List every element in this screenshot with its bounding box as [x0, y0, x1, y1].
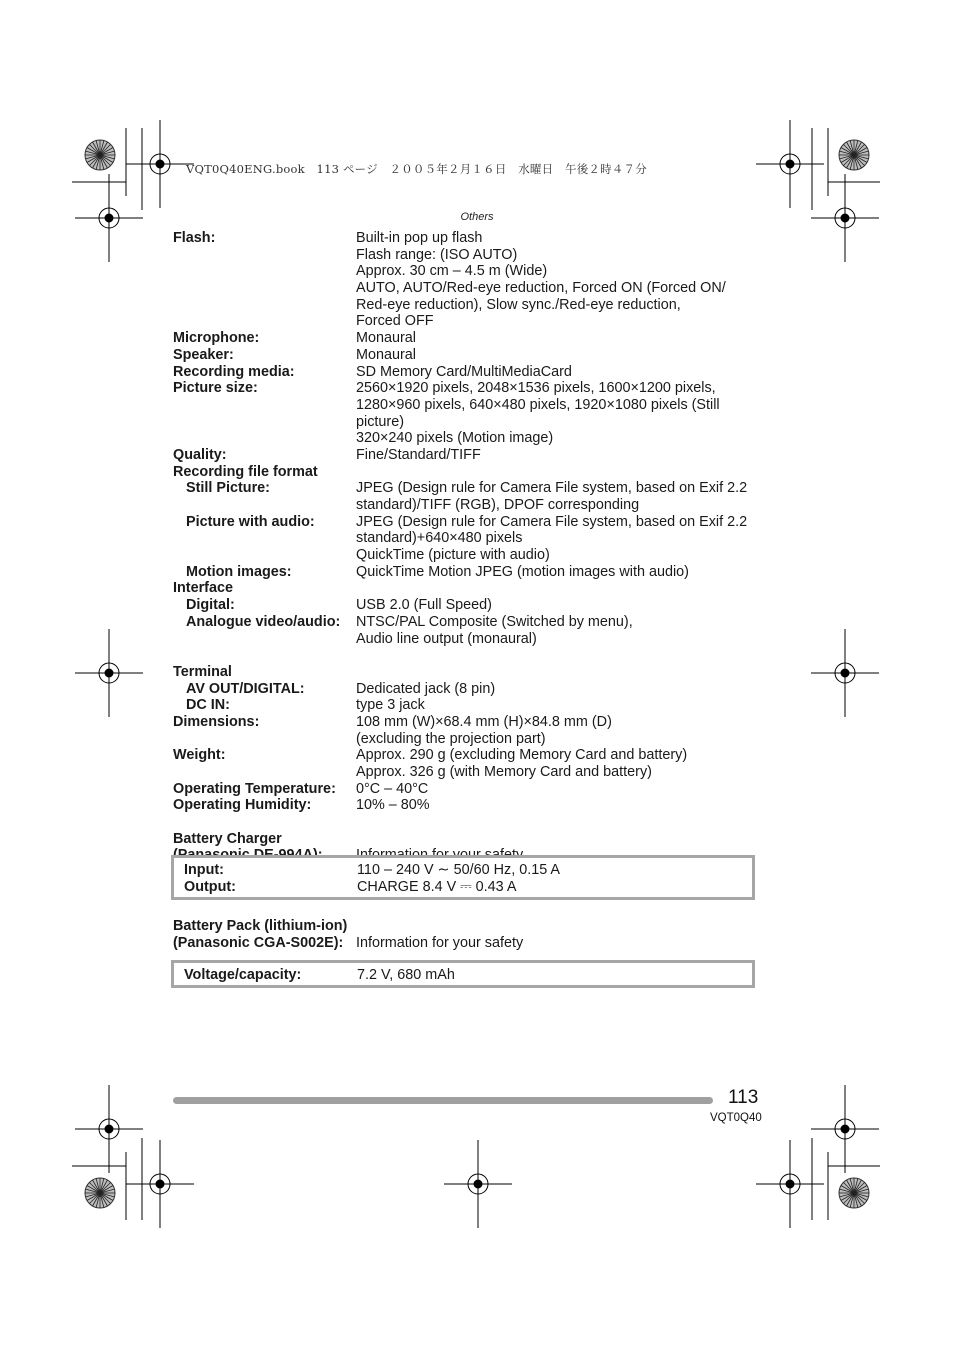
- spec-label: (Panasonic CGA-S002E):: [173, 934, 344, 951]
- spec-value: JPEG (Design rule for Camera File system, based on Exif 2.2: [356, 480, 748, 497]
- crosshair-mark: [811, 174, 879, 262]
- spec-value: Built-in pop up flash: [356, 230, 483, 246]
- spec-label: Microphone:: [173, 330, 260, 347]
- spec-label: Battery Charger: [173, 830, 282, 847]
- spec-label: Operating Temperature:: [173, 780, 336, 797]
- color-rosette-mark: [85, 140, 115, 170]
- crosshair-mark: [444, 1140, 512, 1228]
- color-rosette-mark: [839, 1178, 869, 1208]
- spec-value: 320×240 pixels (Motion image): [356, 430, 554, 447]
- spec-value: JPEG (Design rule for Camera File system, based on Exif 2.2: [356, 513, 748, 530]
- spec-label: DC IN:: [186, 697, 230, 714]
- spec-label: Interface: [173, 580, 233, 597]
- spec-label: Operating Humidity:: [173, 797, 312, 814]
- crosshair-mark: [811, 629, 879, 717]
- spec-value: SD Memory Card/MultiMediaCard: [356, 363, 572, 380]
- spec-value: USB 2.0 (Full Speed): [356, 597, 492, 614]
- spec-label: Flash:: [173, 230, 216, 246]
- spec-label: Recording file format: [173, 463, 318, 480]
- spec-label: Weight:: [173, 747, 226, 764]
- box-value: 7.2 V, 680 mAh: [357, 967, 455, 983]
- spec-label: AV OUT/DIGITAL:: [186, 680, 305, 697]
- spec-value: Approx. 290 g (excluding Memory Card and battery): [356, 747, 688, 764]
- spec-label: Still Picture:: [186, 480, 270, 497]
- spec-label: Motion images:: [186, 563, 292, 580]
- box-label: Input:: [184, 862, 224, 878]
- box-label: Output:: [184, 878, 236, 895]
- spec-label: Picture size:: [173, 380, 258, 397]
- document-code: VQT0Q40: [710, 1112, 762, 1124]
- spec-value: Information for your safety: [356, 934, 524, 951]
- spec-value: Flash range: (ISO AUTO): [356, 246, 518, 263]
- spec-label: Picture with audio:: [186, 513, 315, 530]
- book-file-header: VQT0Q40ENG.book 113 ページ ２００５年２月１６日 水曜日 午後２時４７分: [186, 162, 647, 176]
- spec-value: Audio line output (monaural): [356, 630, 537, 647]
- spec-label: Analogue video/audio:: [186, 613, 341, 630]
- spec-value: 2560×1920 pixels, 2048×1536 pixels, 1600×1200 pixels,: [356, 380, 716, 397]
- spec-value: Monaural: [356, 346, 416, 363]
- crosshair-mark: [756, 120, 824, 208]
- crosshair-mark: [126, 1140, 194, 1228]
- crosshair-mark: [811, 1085, 879, 1173]
- spec-value: (excluding the projection part): [356, 730, 546, 747]
- spec-value: standard)+640×480 pixels: [356, 530, 523, 547]
- spec-value: Red-eye reduction), Slow sync./Red-eye reduction,: [356, 296, 681, 313]
- crosshair-mark: [75, 174, 143, 262]
- spec-value: QuickTime Motion JPEG (motion images with audio): [356, 563, 689, 580]
- spec-value: Dedicated jack (8 pin): [356, 680, 496, 697]
- color-rosette-mark: [85, 1178, 115, 1208]
- spec-value: QuickTime (picture with audio): [356, 547, 550, 564]
- spec-value: standard)/TIFF (RGB), DPOF corresponding: [356, 497, 640, 513]
- spec-label: Battery Pack (lithium-ion): [173, 918, 348, 934]
- crosshair-mark: [756, 1140, 824, 1228]
- spec-value: 108 mm (W)×68.4 mm (H)×84.8 mm (D): [356, 713, 612, 730]
- spec-value: 1280×960 pixels, 640×480 pixels, 1920×1080 pixels (Still: [356, 396, 720, 413]
- box-value: 110 – 240 V ∼ 50/60 Hz, 0.15 A: [357, 862, 561, 878]
- crosshair-mark: [126, 120, 194, 208]
- spec-value: AUTO, AUTO/Red-eye reduction, Forced ON (Forced ON/: [356, 280, 726, 297]
- spec-value: 10% – 80%: [356, 797, 430, 814]
- spec-value: picture): [356, 413, 404, 430]
- spec-value: Fine/Standard/TIFF: [356, 446, 481, 463]
- spec-value: type 3 jack: [356, 697, 425, 714]
- crosshair-mark: [75, 1085, 143, 1173]
- spec-label: Speaker:: [173, 346, 234, 363]
- spec-label: Digital:: [186, 597, 235, 614]
- spec-label: Recording media:: [173, 363, 295, 380]
- color-rosette-mark: [839, 140, 869, 170]
- section-title: Others: [460, 211, 494, 223]
- page-number: 113: [728, 1087, 759, 1108]
- spec-value: NTSC/PAL Composite (Switched by menu),: [356, 613, 633, 630]
- spec-value: 0°C – 40°C: [356, 780, 429, 797]
- box-value: CHARGE 8.4 V ⎓ 0.43 A: [357, 878, 517, 895]
- crosshair-mark: [75, 629, 143, 717]
- box-label: Voltage/capacity:: [184, 967, 302, 983]
- spec-value: Monaural: [356, 330, 416, 347]
- spec-value: Forced OFF: [356, 313, 434, 330]
- spec-label: Dimensions:: [173, 713, 260, 730]
- spec-label: Terminal: [173, 663, 232, 680]
- spec-label: Quality:: [173, 446, 227, 463]
- spec-value: Approx. 326 g (with Memory Card and battery): [356, 764, 652, 780]
- spec-value: Approx. 30 cm – 4.5 m (Wide): [356, 263, 548, 280]
